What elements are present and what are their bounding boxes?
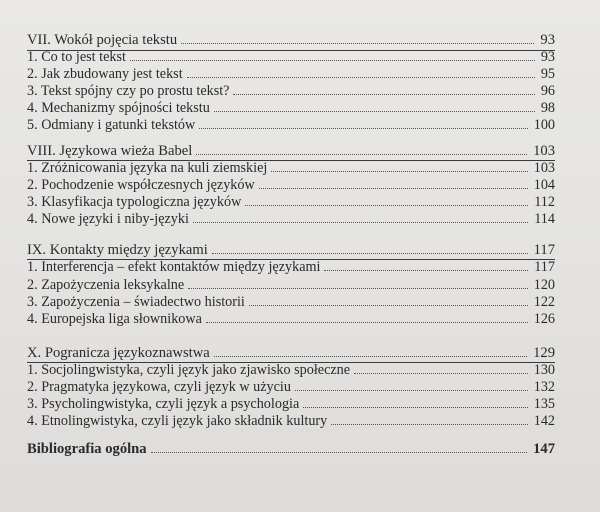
toc-page-number: 147: [533, 441, 555, 457]
toc-chapter-vii: [27, 32, 555, 49]
toc-item-label: 1. Interferencja – efekt kontaktów między językami: [27, 259, 321, 275]
dot-leader: [212, 253, 528, 254]
toc-page-number: 96: [540, 83, 555, 99]
toc-chapter-x: [27, 345, 555, 362]
toc-item: [27, 294, 555, 311]
toc-page-number: 114: [534, 211, 555, 227]
toc-item-label: 3. Psycholingwistyka, czyli język a psychologia: [27, 396, 300, 412]
toc-page-number: 104: [533, 177, 555, 193]
dot-leader: [271, 171, 527, 172]
toc-chapter-viii: [27, 143, 555, 160]
toc-item: [27, 362, 555, 379]
toc-item: [27, 177, 555, 194]
toc-page-number: 98: [540, 100, 555, 116]
toc-chapter-ix: [27, 242, 555, 259]
dot-leader: [303, 407, 527, 408]
dot-leader: [196, 154, 527, 155]
dot-leader: [188, 288, 528, 289]
toc-item: [27, 379, 555, 396]
toc-page-number: 135: [533, 396, 555, 412]
toc-page-number: 103: [533, 160, 555, 176]
dot-leader: [259, 188, 528, 189]
dot-leader: [331, 424, 527, 425]
toc-item-label: 1. Co to jest tekst: [27, 49, 126, 65]
toc-bibliography-label: Bibliografia ogólna: [27, 441, 147, 457]
toc-item-label: 2. Jak zbudowany jest tekst: [27, 66, 183, 82]
toc-item: [27, 259, 555, 276]
toc-page-number: 117: [533, 242, 555, 258]
dot-leader: [245, 205, 528, 206]
toc-item-label: 1. Socjolingwistyka, czyli język jako zjawisko społeczne: [27, 362, 351, 378]
toc-item-label: 2. Zapożyczenia leksykalne: [27, 277, 185, 293]
toc-page-number: 103: [533, 143, 555, 159]
dot-leader: [295, 390, 528, 391]
toc-page-number: 130: [533, 362, 555, 378]
toc-item-label: 1. Zróżnicowania języka na kuli ziemskiej: [27, 160, 268, 176]
dot-leader: [193, 222, 528, 223]
dot-leader: [187, 77, 535, 78]
dot-leader: [354, 373, 528, 374]
toc-item-label: 5. Odmiany i gatunki tekstów: [27, 117, 196, 133]
toc-item-label: 3. Zapożyczenia – świadectwo historii: [27, 294, 245, 310]
dot-leader: [233, 94, 534, 95]
toc-page-number: 117: [534, 259, 555, 275]
toc-item-label: 2. Pochodzenie współczesnych języków: [27, 177, 255, 193]
toc-item: [27, 413, 555, 430]
toc-page-number: 95: [540, 66, 555, 82]
dot-leader: [324, 270, 528, 271]
toc-page-number: 112: [534, 194, 555, 210]
dot-leader: [249, 305, 528, 306]
toc-page-number: 126: [533, 311, 555, 327]
toc-item: [27, 100, 555, 117]
toc-item-label: 4. Mechanizmy spójności tekstu: [27, 100, 210, 116]
toc-bibliography: [27, 441, 555, 458]
toc-chapter-label: IX. Kontakty między językami: [27, 242, 208, 258]
toc-item-label: 4. Europejska liga słownikowa: [27, 311, 202, 327]
dot-leader: [151, 452, 528, 453]
toc-item: [27, 117, 555, 134]
toc-page-number: 122: [533, 294, 555, 310]
toc-item-label: 2. Pragmatyka językowa, czyli język w użyciu: [27, 379, 291, 395]
toc-item: [27, 83, 555, 100]
toc-page-number: 100: [533, 117, 555, 133]
toc-page-number: 129: [533, 345, 555, 361]
toc-item: [27, 396, 555, 413]
toc-item: [27, 277, 555, 294]
toc-chapter-label: VII. Wokół pojęcia tekstu: [27, 32, 178, 48]
dot-leader: [181, 43, 534, 44]
dot-leader: [199, 128, 527, 129]
toc-item: [27, 49, 555, 66]
toc-item: [27, 194, 555, 211]
toc-item-label: 4. Nowe języki i niby-języki: [27, 211, 189, 227]
toc-item: [27, 160, 555, 177]
toc-item: [27, 66, 555, 83]
dot-leader: [206, 322, 528, 323]
toc-item: [27, 311, 555, 328]
dot-leader: [130, 60, 535, 61]
toc-page-number: 120: [533, 277, 555, 293]
toc-page-number: 93: [540, 49, 555, 65]
dot-leader: [214, 356, 527, 357]
toc-item-label: 4. Etnolingwistyka, czyli język jako składnik kultury: [27, 413, 328, 429]
toc-page-number: 132: [533, 379, 555, 395]
toc-page-number: 93: [540, 32, 555, 48]
dot-leader: [214, 111, 535, 112]
toc-chapter-label: VIII. Językowa wieża Babel: [27, 143, 193, 159]
toc-chapter-label: X. Pogranicza językoznawstwa: [27, 345, 210, 361]
toc-item: [27, 211, 555, 228]
toc-item-label: 3. Tekst spójny czy po prostu tekst?: [27, 83, 230, 99]
toc-item-label: 3. Klasyfikacja typologiczna języków: [27, 194, 242, 210]
toc-page-number: 142: [533, 413, 555, 429]
